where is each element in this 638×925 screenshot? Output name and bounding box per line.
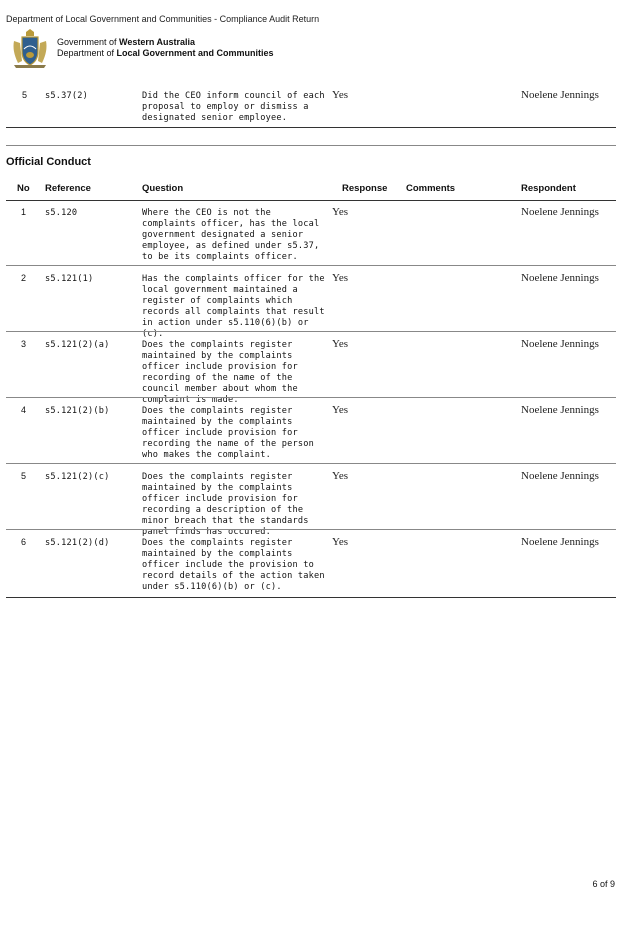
row-respondent: Noelene Jennings — [521, 272, 599, 284]
row-respondent: Noelene Jennings — [521, 536, 599, 548]
row-response: Yes — [332, 404, 349, 416]
wa-crest-icon — [8, 29, 52, 69]
row-question: Does the complaints register maintained by the complaints officer include provision for recording a description of the minor breach that the standards panel finds has occured. — [142, 472, 309, 537]
row-divider — [6, 397, 616, 398]
row-respondent: Noelene Jennings — [521, 89, 599, 101]
row-no: 6 — [21, 537, 27, 547]
row-respondent: Noelene Jennings — [521, 470, 599, 482]
row-question: Has the complaints officer for the local government maintained a register of complaints which records all complaints that result in action under s5.110(6)(b) or (c). — [142, 274, 325, 339]
column-header-respondent: Respondent — [521, 183, 576, 194]
row-divider — [6, 331, 616, 332]
row-question: Does the complaints register maintained by the complaints officer include provision for recording of the name of the council member about whom the complaint is made. — [142, 340, 298, 405]
government-line: Government of Western Australia — [57, 37, 196, 47]
row-reference: s5.121(2)(d) — [45, 538, 110, 548]
row-no: 1 — [21, 207, 27, 217]
government-branding — [57, 37, 274, 59]
row-reference: s5.121(2)(c) — [45, 472, 110, 482]
column-header-question: Question — [142, 183, 184, 194]
row-response: Yes — [332, 272, 349, 284]
header-rule — [6, 200, 616, 201]
document-title: Department of Local Government and Communities - Compliance Audit Return — [6, 14, 320, 24]
row-no: 5 — [22, 90, 28, 100]
row-question: Where the CEO is not the complaints officer, has the local government designated a senior employee, as defined under s5.37, to be its complaints officer. — [142, 208, 320, 262]
row-respondent: Noelene Jennings — [521, 206, 599, 218]
row-respondent: Noelene Jennings — [521, 404, 599, 416]
column-header-response: Response — [342, 183, 388, 194]
row-reference: s5.121(2)(a) — [45, 340, 110, 350]
row-question: Does the complaints register maintained by the complaints officer include the provision to record details of the action taken under s5.110(6)(b) or (c). — [142, 538, 325, 592]
row-respondent: Noelene Jennings — [521, 338, 599, 350]
row-no: 2 — [21, 273, 27, 283]
row-question: Does the complaints register maintained by the complaints officer include provision for recording the name of the person who makes the complaint. — [142, 406, 314, 460]
row-no: 4 — [21, 405, 27, 415]
page-number: 6 of 9 — [592, 879, 615, 889]
row-divider — [6, 265, 616, 266]
row-response: Yes — [332, 338, 349, 350]
table-bottom-rule — [6, 597, 616, 598]
row-response: Yes — [332, 89, 349, 101]
row-no: 5 — [21, 471, 27, 481]
section-divider — [6, 127, 616, 128]
row-no: 3 — [21, 339, 27, 349]
row-reference: s5.37(2) — [45, 91, 88, 101]
column-header-comments: Comments — [406, 183, 456, 194]
row-divider — [6, 463, 616, 464]
section-title: Official Conduct — [6, 156, 91, 168]
row-response: Yes — [332, 470, 349, 482]
row-question: Did the CEO inform council of each proposal to employ or dismiss a designated senior employee. — [142, 91, 325, 123]
row-response: Yes — [332, 206, 349, 218]
row-reference: s5.120 — [45, 208, 78, 218]
row-reference: s5.121(1) — [45, 274, 94, 284]
section-divider — [6, 145, 616, 146]
row-reference: s5.121(2)(b) — [45, 406, 110, 416]
department-line: Department of Local Government and Communities — [57, 48, 274, 58]
column-header-reference: Reference — [45, 183, 91, 194]
column-header-no: No — [17, 183, 30, 194]
row-divider — [6, 529, 616, 530]
row-response: Yes — [332, 536, 349, 548]
